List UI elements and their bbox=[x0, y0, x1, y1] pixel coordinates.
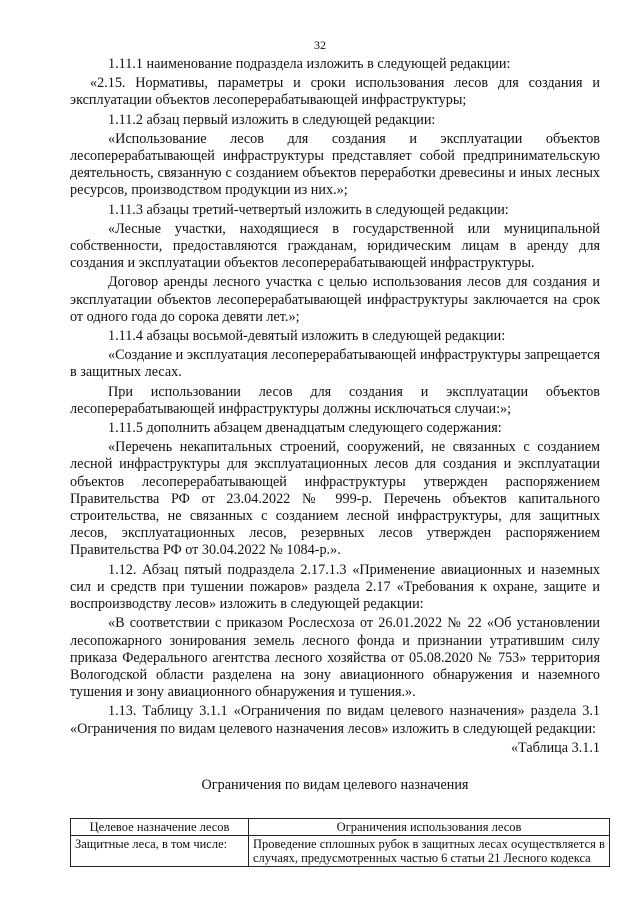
paragraph-1-13: 1.13. Таблицу 3.1.1 «Ограничения по видам целевого назначения» раздела 3.1 «Ограничения по видам целевого назначения лесов» изложить в следующей редакции: bbox=[70, 703, 600, 737]
paragraph-quote-list: «Перечень некапитальных строений, сооружений, не связанных с созданием лесной инфраструктуры для эксплуатационных лесов для создания и эксплуатации объектов лесоперерабатывающей инфраструктуры утвержден распоряжением Правительства РФ от 23.04.2022 № 999-р. Перечень объектов капитального строительства, не связанных с созданием лесной инфраструктуры, для защитных лесов, эксплуатационных лесов, резервных лесов утвержден распоряжением Правительства РФ от 30.04.2022 № 1084-р.». bbox=[70, 439, 600, 559]
paragraph-1-12: 1.12. Абзац пятый подраздела 2.17.1.3 «Применение авиационных и наземных сил и средств при тушении пожаров» раздела 2.17 «Требования к охране, защите и воспроизводству лесов» изложить в следующей редакции: bbox=[70, 561, 600, 613]
restrictions-table bbox=[70, 818, 610, 867]
paragraph-1-11-5: 1.11.5 дополнить абзацем двенадцатым следующего содержания: bbox=[108, 420, 502, 437]
paragraph-1-11-1: 1.11.1 наименование подраздела изложить в следующей редакции: bbox=[108, 56, 511, 72]
paragraph-quote-forest-plots: «Лесные участки, находящиеся в государственной или муниципальной собственности, предоставляются гражданам, юридическим лицам в аренду для создания и эксплуатации объектов лесоперерабатывающей инфраструктуры. bbox=[70, 220, 600, 272]
page-number: 32 bbox=[314, 38, 326, 52]
paragraph-1-11-2: 1.11.2 абзац первый изложить в следующей редакции: bbox=[108, 111, 436, 128]
paragraph-quote-rosleshoz: «В соответствии с приказом Рослесхоза от 26.01.2022 № 22 «Об установлении лесопожарного зонирования земель лесного фонда и признании утратившим силу приказа Федерального агентства лесного хозяйства от 05.08.2020 № 753» территория Вологодской области разделена на зону авиационного обнаружения и наземного тушения и зону авиационного обнаружения и тушения.». bbox=[70, 615, 600, 701]
table-cell-restriction: Проведение сплошных рубок в защитных лесах осуществляется в случаях, предусмотренных частью 6 статьи 21 Лесного кодекса bbox=[249, 836, 610, 867]
paragraph-2-15-title: «2.15. Нормативы, параметры и сроки использования лесов для создания и эксплуатации объектов лесоперерабатывающей инфраструктуры; bbox=[70, 75, 600, 109]
paragraph-1-11-4: 1.11.4 абзацы восьмой-девятый изложить в следующей редакции: bbox=[108, 328, 506, 345]
document-body bbox=[70, 56, 600, 796]
table-title: Ограничения по видам целевого назначения bbox=[201, 776, 469, 793]
paragraph-exclusions: При использовании лесов для создания и эксплуатации объектов лесоперерабатывающей инфраструктуры должны исключаться случаи:»; bbox=[70, 383, 600, 417]
paragraph-1-11-3: 1.11.3 абзацы третий-четвертый изложить в следующей редакции: bbox=[108, 201, 509, 218]
column-header-restrictions: Ограничения использования лесов bbox=[249, 819, 610, 836]
table-cell-purpose: Защитные леса, в том числе: bbox=[71, 836, 249, 867]
paragraph-quote-prohibition: «Создание и эксплуатация лесоперерабатывающей инфраструктуры запрещается в защитных лесах. bbox=[70, 347, 600, 381]
paragraph-lease-contract: Договор аренды лесного участка с целью использования лесов для создания и эксплуатации объектов лесоперерабатывающей инфраструктуры заключается на срок от одного года до сорока девяти лет.»; bbox=[70, 274, 600, 325]
table-reference: «Таблица 3.1.1 bbox=[510, 739, 600, 756]
table-row bbox=[71, 836, 610, 867]
column-header-purpose: Целевое назначение лесов bbox=[71, 819, 249, 836]
paragraph-quote-usage: «Использование лесов для создания и эксплуатации объектов лесоперерабатывающей инфраструктуры представляет собой предпринимательскую деятельность, связанную с созданием объектов переработки древесины и иных лесных ресурсов, производством продукции из них.»; bbox=[70, 130, 600, 199]
table-header-row bbox=[71, 819, 610, 836]
